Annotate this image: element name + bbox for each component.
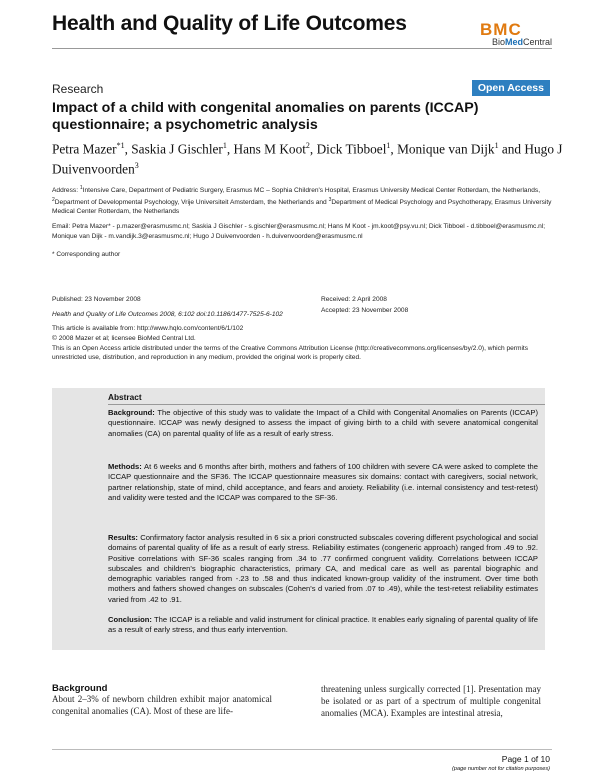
corresponding-author-note: * Corresponding author xyxy=(52,251,121,258)
publication-info xyxy=(52,295,322,335)
copyright-notice xyxy=(52,334,552,363)
abstract-methods: Methods: At 6 weeks and 6 months after birth, mothers and fathers of 100 children with severe CA were asked to complete the ICCAP questionnaire and the SF36. The ICCAP questionnaire measures six domains: contact with caregivers, social network, partner relationship, state of mind, child acceptance, and fears and anxiety. Reliability (i.e. internal consistency and test-retest) and validity were tested and the ICCAP was compared to the SF-36. xyxy=(108,462,538,502)
footer-divider xyxy=(52,749,552,750)
received-date: Received: 2 April 2008 xyxy=(321,296,387,303)
background-heading: Background xyxy=(52,683,108,694)
author-affiliation-marker: 1 xyxy=(386,141,391,150)
body-left-column: About 2–3% of newborn children exhibit major anatomical congenital anomalies (CA). Most of these are life- xyxy=(52,694,272,716)
author-affiliation-marker: 2 xyxy=(305,141,310,150)
affiliation-marker: 3 xyxy=(328,196,332,203)
affiliation-marker: 2 xyxy=(52,196,55,203)
author-name: Monique van Dijk xyxy=(397,141,495,157)
citation: Health and Quality of Life Outcomes 2008, 6:102 doi:10.1186/1477-7525-6-102 xyxy=(52,310,283,318)
header-divider xyxy=(52,48,552,49)
page-number: Page 1 of 10 xyxy=(501,754,550,764)
received-accepted xyxy=(321,295,521,316)
author-affiliation-marker: 3 xyxy=(134,161,139,171)
author-emails: Email: Petra Mazer* - p.mazer@erasmusmc.nl; Saskia J Gischler - s.gischler@erasmusmc.nl; Hans M Koot - jm.koot@psy.vu.nl; Dick Tibboel - d.tibboel@erasmusmc.nl; Monique van Dijk - m.vandijk.3@erasmusmc.nl; Hugo J Duivenvoorden - h.duivenvoorden@erasmusmc.nl xyxy=(52,223,546,240)
article-title: Impact of a child with congenital anomalies on parents (ICCAP) questionnaire; a psychometric analysis xyxy=(52,100,479,133)
affiliation-text: Intensive Care, Department of Pediatric Surgery, Erasmus MC – Sophia Children's Hospital, Erasmus University Medical Center Rotterdam, the Netherlands, xyxy=(82,187,541,195)
author-list: Petra Mazer$^{*1}$, Saskia J Gischler$^1$, Hans M Koot$^2$, Dick Tibboel$^1$, Monique van Dijk$^1$ and Hugo J Duivenvoorden$^3$ xyxy=(52,141,563,177)
author-name: Petra Mazer xyxy=(52,141,117,157)
open-access-badge: Open Access xyxy=(472,80,550,96)
abstract-results: Results: Confirmatory factor analysis resulted in 6 six a priori constructed subscales covering different psychological and social domains of parental quality of life as a result of early stress. Reliability estimates (congeneric approach) ranged from .49 to .92. Positive correlations with SF-36 scales ranging from .34 to .77 confirmed congruent validity. Correlations between ICCAP subscales and children's biographic characteristics, primary CA, and medical care as well as parental biographic and demographic variables ranged from -.23 to .58 and thus indicated known-group validity of the instrument. Over time both mothers and fathers showed changes on subscales (Cohen's d varied from .07 to .49), while the test-retest reliability estimates varied from .42 to .91. xyxy=(108,533,538,604)
page-number-note: (page number not for citation purposes) xyxy=(452,766,550,772)
abstract-conclusion: Conclusion: The ICCAP is a reliable and valid instrument for clinical practice. It enables early signaling of parental quality of life as a result of early stress, and thus early intervention. xyxy=(108,615,539,635)
abstract-divider xyxy=(108,404,545,405)
author-affiliation-marker: *1 xyxy=(116,141,125,150)
affiliation-marker: 1 xyxy=(79,185,83,191)
biomed-central-logo xyxy=(462,20,552,48)
published-date: Published: 23 November 2008 xyxy=(52,296,141,303)
copyright-line: © 2008 Mazer et al; licensee BioMed Central Ltd. xyxy=(52,335,196,342)
author-name: Saskia J Gischler xyxy=(131,141,223,157)
abstract-box xyxy=(52,388,545,650)
author-affiliation-marker: 1 xyxy=(494,141,499,150)
author-affiliation-marker: 1 xyxy=(222,141,227,150)
affiliation-address: Address: $^1$Intensive Care, Department of Pediatric Surgery, Erasmus MC – Sophia Children's Hospital, Erasmus University Medical Center Rotterdam, the Netherlands, $^2$Department of Developmental Psychology, Vrije Universiteit Amsterdam, the Netherlands and $^3$Department of Medical Psychology and Psychotherapy, Erasmus University Medical Center Rotterdam, the Netherlands xyxy=(52,185,552,216)
journal-title: Health and Quality of Life Outcomes xyxy=(52,12,407,35)
article-section: Research xyxy=(52,82,104,96)
affiliation-text: Department of Developmental Psychology, Vrije Universiteit Amsterdam, the Netherlands and xyxy=(54,198,329,206)
license-text: This is an Open Access article distributed under the terms of the Creative Commons Attribution License (http://creativecommons.org/licenses/by/2.0), which permits unrestricted use, distribution, and reproduction in any medium, provided the original work is properly cited. xyxy=(52,344,529,361)
affiliation-text: Department of Medical Psychology and Psychotherapy, Erasmus University Medical Center Rotterdam, the Netherlands xyxy=(52,198,552,216)
bmc-logo-mark: BMC xyxy=(480,20,522,39)
article-url[interactable]: This article is available from: http://www.hqlo.com/content/6/1/102 xyxy=(52,325,244,332)
author-name: Dick Tibboel xyxy=(316,141,387,157)
body-right-column: threatening unless surgically corrected [1]. Presentation may be isolated or as part of a spectrum of multiple congenital anomalies (MCA). Examples are intestinal atresia, xyxy=(321,684,541,718)
author-name: Hans M Koot xyxy=(233,141,306,157)
abstract-background: Background: The objective of this study was to validate the Impact of a Child with Congenital Anomalies on Parents (ICCAP) questionnaire. ICCAP was newly designed to assess the impact of giving birth to a child with severe anatomical congenital anomalies (CA) on parental quality of life as a result of early stress. xyxy=(108,408,538,438)
accepted-date: Accepted: 23 November 2008 xyxy=(321,306,409,314)
bmc-logo-text: BioMedCentral xyxy=(491,37,552,47)
author-name: Hugo J Duivenvoorden xyxy=(52,141,563,177)
abstract-heading: Abstract xyxy=(108,392,142,402)
